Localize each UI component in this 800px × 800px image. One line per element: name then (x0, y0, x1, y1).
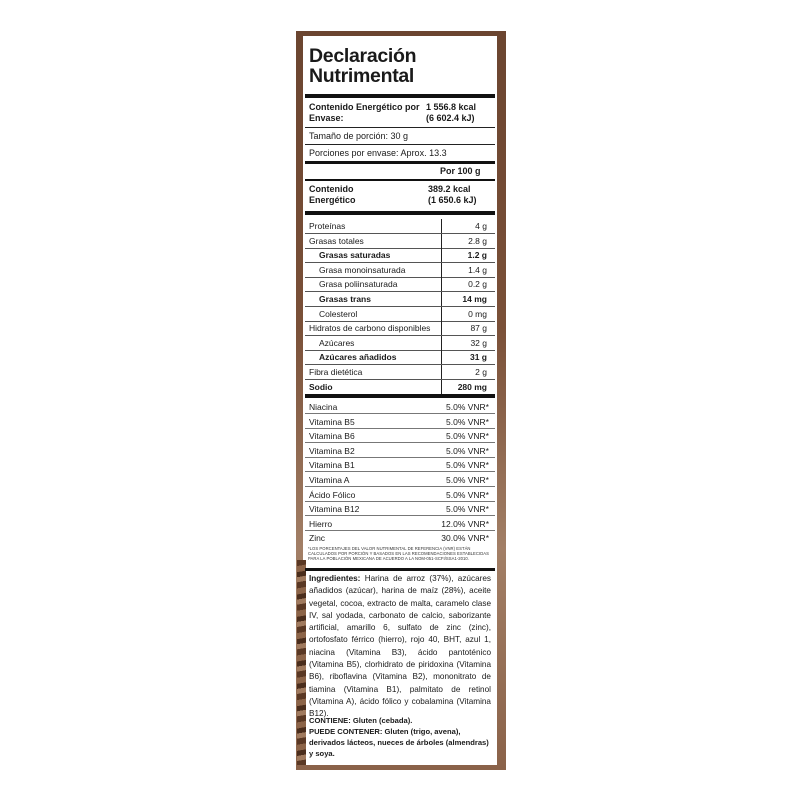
vitamin-row (305, 415, 495, 429)
ingredients-block (309, 573, 491, 721)
nutrient-row (305, 307, 495, 322)
vitamin-value: 5.0% VNR* (446, 445, 489, 456)
nutrient-label: Grasas saturadas (319, 250, 391, 261)
energy-100-label-1: Contenido (309, 184, 354, 194)
nutrient-row (305, 292, 495, 307)
nutrient-value: 1.4 g (468, 264, 487, 275)
energy-100-label-2: Energético (309, 195, 356, 205)
vitamin-row (305, 531, 495, 545)
vitamin-row (305, 429, 495, 443)
nutrient-label: Grasas trans (319, 294, 371, 304)
energy-package-label: Contenido Energético por Envase: (309, 102, 420, 123)
nutrient-label: Hidratos de carbono disponibles (309, 323, 431, 334)
vitamin-value: 5.0% VNR* (446, 460, 489, 471)
column-divider (441, 263, 442, 278)
vitamin-row (305, 473, 495, 487)
energy-package-kcal: 1 556.8 kcal (426, 102, 477, 112)
column-divider (441, 350, 442, 365)
column-divider (441, 234, 442, 249)
may-contain-allergens: PUEDE CONTENER: Gluten (trigo, avena), derivados lácteos, nueces de árboles (almendras) y soya. (309, 727, 489, 758)
nutrient-value: 280 mg (457, 381, 487, 392)
vitamin-value: 5.0% VNR* (446, 504, 489, 515)
column-divider (441, 292, 442, 307)
column-divider (441, 219, 442, 234)
nutrient-row (305, 365, 495, 380)
nutrient-label: Grasa monoinsaturada (319, 264, 406, 275)
thick-divider (305, 394, 495, 398)
energy-100-kj: (1 650.6 kJ) (428, 195, 477, 205)
nutrient-label: Proteínas (309, 221, 346, 231)
column-divider (441, 307, 442, 322)
vitamin-row (305, 488, 495, 502)
vitamin-value: 5.0% VNR* (446, 475, 489, 485)
nutrient-row (305, 380, 495, 395)
vitamin-row (305, 458, 495, 472)
vitamin-label: Vitamina B5 (309, 416, 355, 427)
vitamin-row (305, 502, 495, 516)
servings-per-package: Porciones por envase: Aprox. 13.3 (309, 148, 447, 158)
thick-divider (305, 211, 495, 215)
column-divider (441, 336, 442, 351)
vnr-footnote: *LOS PORCENTAJES DEL VALOR NUTRIMENTAL DE REFERENCIA (VNR) ESTÁN CALCULADOS POR PORCIÓN Y BASADOS EN LAS RECOMENDACIONES ESTABLECIDAS PARA LA POBLACIÓN MEXICANA DE ACUERDO A LA NOM-051-SCFI/SSA1-2010. (308, 546, 489, 562)
vitamin-value: 5.0% VNR* (446, 402, 489, 412)
vitamin-label: Niacina (309, 402, 338, 412)
panel-title: Declaración Nutrimental (309, 45, 417, 87)
vitamin-row (305, 517, 495, 531)
column-divider (441, 321, 442, 336)
vitamin-label: Vitamina B2 (309, 445, 355, 456)
nutrient-value: 0.2 g (468, 279, 487, 290)
cereal-image-strip (297, 560, 306, 765)
ingredients-label: Ingredientes: (309, 574, 361, 583)
vitamin-label: Ácido Fólico (309, 489, 356, 500)
vitamin-row (305, 444, 495, 458)
nutrient-value: 87 g (470, 323, 487, 334)
nutrient-value: 4 g (475, 221, 487, 231)
nutrient-row (305, 219, 495, 234)
column-divider (441, 277, 442, 292)
vitamin-label: Vitamina B6 (309, 431, 355, 442)
vitamin-label: Vitamina A (309, 475, 350, 485)
nutrient-row (305, 234, 495, 249)
nutrient-label: Colesterol (319, 308, 358, 319)
vitamin-value: 5.0% VNR* (446, 431, 489, 442)
nutrient-row (305, 263, 495, 278)
vitamin-row (305, 400, 495, 414)
nutrient-row (305, 277, 495, 292)
vitamin-label: Hierro (309, 518, 333, 529)
vitamin-value: 5.0% VNR* (446, 416, 489, 427)
ingredients-text: Harina de arroz (37%), azúcares añadidos (azúcar), harina de maíz (28%), aceite vegetal, cocoa, extracto de malta, caramelo clase IV, sal yodada, carbonato de calcio, saborizante artificial, amarillo 6, sulfato de zinc (zinc), ortofosfato férrico (hierro), rojo 40, BHT, azul 1, niacina (Vitamina B3), ácido pantoténico (Vitamina B5), clorhidrato de piridoxina (Vitamina B6), riboflavina (Vitamina B2), mononitrato de tiamina (Vitamina B1), palmitato de retinol (Vitamina A), ácido fólico y cobalamina (Vitamina B12). (309, 574, 491, 719)
nutrient-label: Azúcares añadidos (319, 352, 397, 363)
nutrient-value: 1.2 g (467, 250, 487, 261)
thick-divider (305, 94, 495, 98)
nutrient-row (305, 350, 495, 365)
nutrient-value: 14 mg (462, 294, 487, 304)
thick-divider (305, 179, 495, 181)
column-divider (441, 365, 442, 380)
thick-divider (305, 568, 495, 571)
nutrient-value: 32 g (470, 337, 487, 348)
contains-allergens: CONTIENE: Gluten (cebada). (309, 716, 413, 725)
nutrient-label: Fibra dietética (309, 367, 363, 377)
vitamin-value: 30.0% VNR* (441, 533, 489, 544)
energy-100-kcal: 389.2 kcal (428, 184, 471, 194)
vitamin-label: Zinc (309, 533, 326, 544)
column-divider (441, 248, 442, 263)
thick-divider (305, 161, 495, 164)
divider (305, 127, 495, 128)
nutrient-label: Grasas totales (309, 235, 364, 246)
serving-size: Tamaño de porción: 30 g (309, 131, 409, 141)
vitamin-value: 5.0% VNR* (446, 489, 489, 500)
energy-package-kj: (6 602.4 kJ) (426, 113, 475, 123)
vitamin-label: Vitamina B1 (309, 460, 355, 471)
nutrient-value: 31 g (469, 352, 487, 363)
nutrient-label: Azúcares (319, 337, 355, 348)
nutrient-label: Grasa poliinsaturada (319, 279, 398, 290)
nutrient-value: 0 mg (468, 308, 487, 319)
nutrient-row (305, 321, 495, 336)
divider (305, 144, 495, 145)
vitamin-label: Vitamina B12 (309, 504, 360, 515)
nutrient-row (305, 248, 495, 263)
nutrient-value: 2 g (475, 367, 487, 377)
column-divider (441, 380, 442, 395)
nutrient-row (305, 336, 495, 351)
nutrient-label: Sodio (309, 381, 333, 392)
nutrient-value: 2.8 g (468, 235, 487, 246)
per100-header: Por 100 g (440, 166, 481, 176)
vitamin-value: 12.0% VNR* (441, 518, 489, 529)
